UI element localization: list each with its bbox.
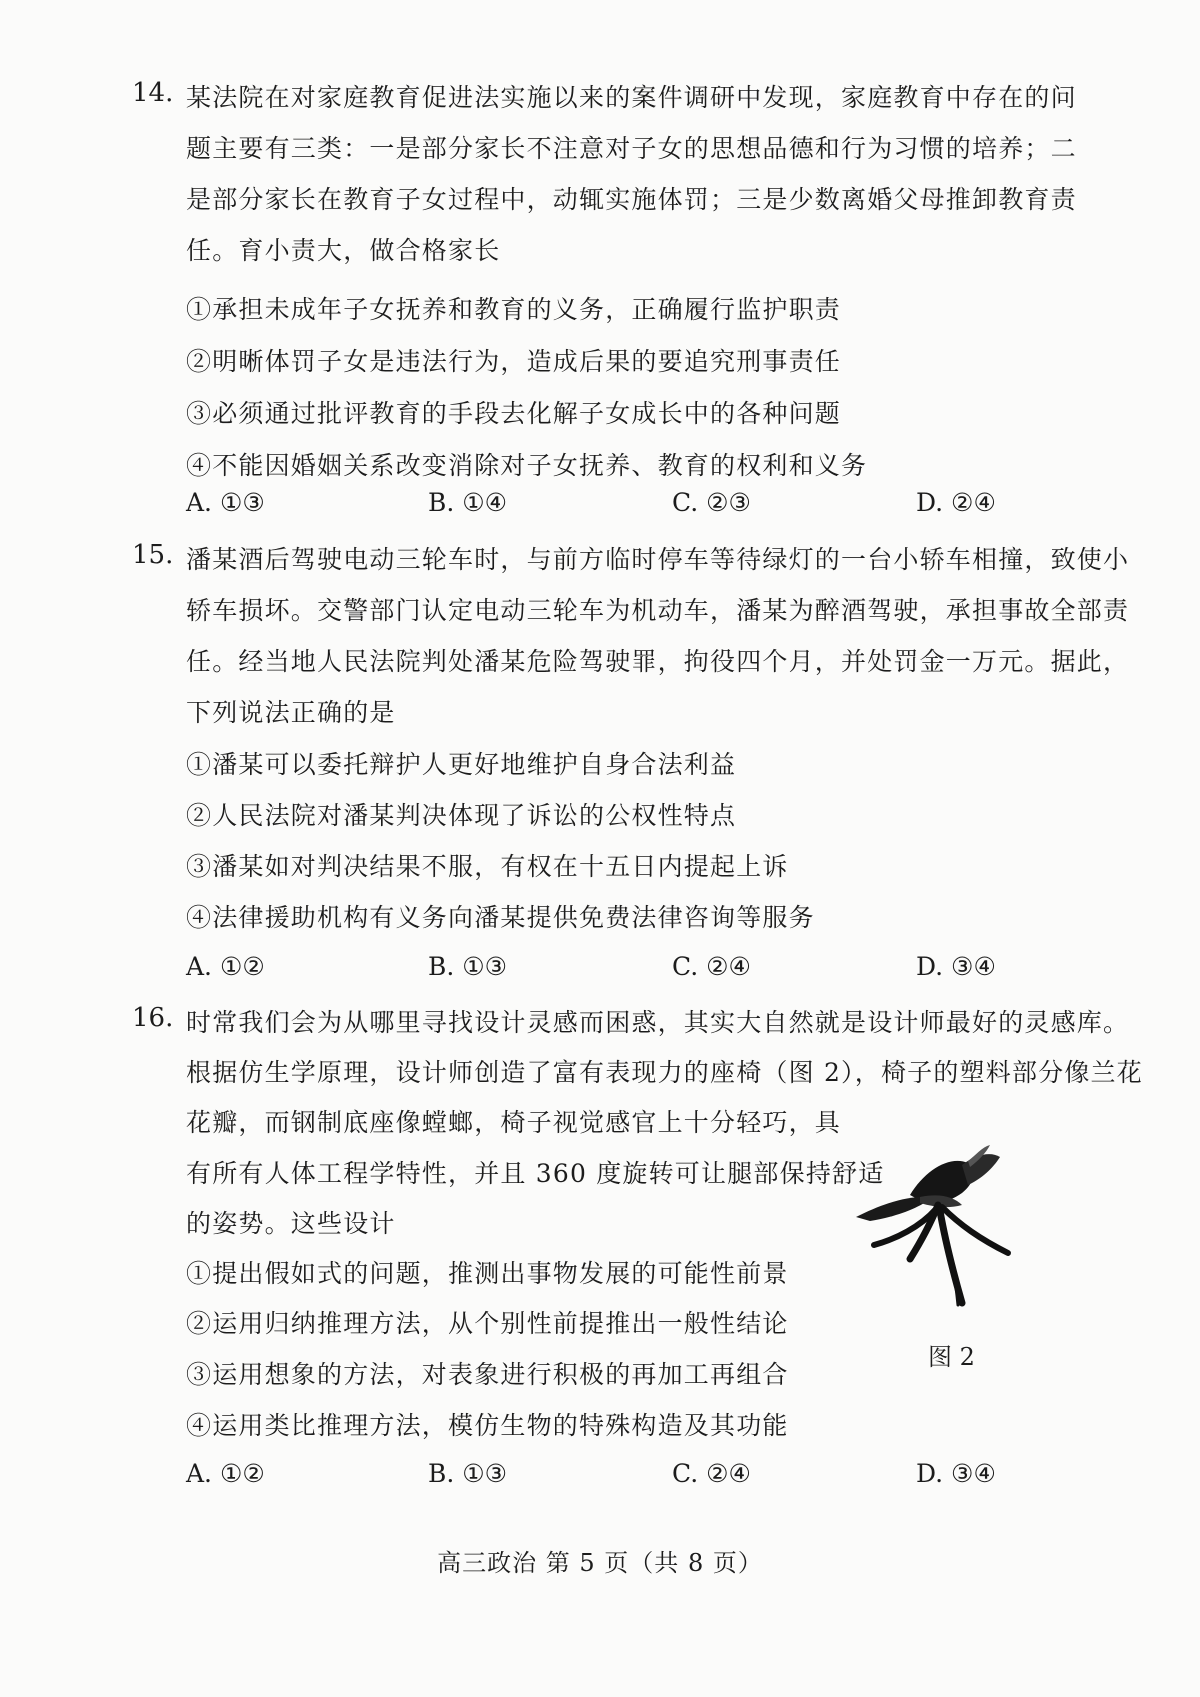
stem-line: 是部分家长在教育子女过程中，动辄实施体罚；三是少数离婚父母推卸教育责 [186, 185, 1077, 214]
stem-line: 轿车损坏。交警部门认定电动三轮车为机动车，潘某为醉酒驾驶，承担事故全部责 [186, 596, 1130, 625]
question-14 [132, 78, 1082, 528]
option-a: A. ①② [186, 1459, 265, 1488]
stem-line: 的姿势。这些设计 [186, 1209, 396, 1238]
stem-line: 任。经当地人民法院判处潘某危险驾驶罪，拘役四个月，并处罚金一万元。据此， [186, 647, 1130, 676]
page-footer: 高三政治 第 5 页（共 8 页） [437, 1549, 763, 1577]
statement: ③潘某如对判决结果不服，有权在十五日内提起上诉 [186, 852, 789, 881]
option-d: D. ③④ [916, 952, 996, 981]
stem-line: 花瓣，而钢制底座像螳螂，椅子视觉感官上十分轻巧，具 [186, 1108, 842, 1137]
option-b: B. ①③ [428, 952, 508, 981]
option-c: C. ②④ [672, 1459, 751, 1488]
stem-line: 某法院在对家庭教育促进法实施以来的案件调研中发现，家庭教育中存在的问 [186, 83, 1077, 112]
stem-line: 任。育小责大，做合格家长 [186, 236, 501, 265]
statement: ③必须通过批评教育的手段去化解子女成长中的各种问题 [186, 399, 842, 428]
option-c: C. ②④ [672, 952, 751, 981]
orchid-chair-illustration [850, 1135, 1020, 1325]
option-d: D. ③④ [916, 1459, 996, 1488]
statement: ④运用类比推理方法，模仿生物的特殊构造及其功能 [186, 1411, 789, 1440]
statement: ①潘某可以委托辩护人更好地维护自身合法利益 [186, 750, 737, 779]
statement: ④不能因婚姻关系改变消除对子女抚养、教育的权利和义务 [186, 451, 868, 480]
question-number: 14. [132, 78, 174, 108]
stem-line: 潘某酒后驾驶电动三轮车时，与前方临时停车等待绿灯的一台小轿车相撞，致使小 [186, 545, 1130, 574]
question-15 [132, 540, 1130, 981]
question-number: 16. [132, 1003, 174, 1033]
statement: ①提出假如式的问题，推测出事物发展的可能性前景 [186, 1259, 789, 1288]
stem-line: 题主要有三类：一是部分家长不注意对子女的思想品德和行为习惯的培养；二 [186, 134, 1077, 163]
question-number: 15. [132, 540, 174, 570]
stem-line: 时常我们会为从哪里寻找设计灵感而困惑，其实大自然就是设计师最好的灵感库。 [186, 1008, 1130, 1037]
option-b: B. ①③ [428, 1459, 508, 1488]
statement: ④法律援助机构有义务向潘某提供免费法律咨询等服务 [186, 903, 815, 932]
option-a: A. ①② [186, 952, 265, 981]
figure-caption: 图 2 [928, 1343, 975, 1371]
option-d: D. ②④ [916, 488, 996, 517]
stem-line: 有所有人体工程学特性，并且 360 度旋转可让腿部保持舒适 [186, 1159, 885, 1188]
statement: ②人民法院对潘某判决体现了诉讼的公权性特点 [186, 801, 737, 830]
stem-line: 根据仿生学原理，设计师创造了富有表现力的座椅（图 2），椅子的塑料部分像兰花 [186, 1058, 1143, 1087]
option-b: B. ①④ [428, 488, 508, 517]
stem-line: 下列说法正确的是 [186, 698, 396, 727]
option-a: A. ①③ [186, 488, 265, 517]
option-c: C. ②③ [672, 488, 751, 517]
statement: ③运用想象的方法，对表象进行积极的再加工再组合 [186, 1360, 789, 1389]
statement: ①承担未成年子女抚养和教育的义务，正确履行监护职责 [186, 295, 842, 324]
statement: ②明晰体罚子女是违法行为，造成后果的要追究刑事责任 [186, 347, 842, 376]
statement: ②运用归纳推理方法，从个别性前提推出一般性结论 [186, 1309, 789, 1338]
